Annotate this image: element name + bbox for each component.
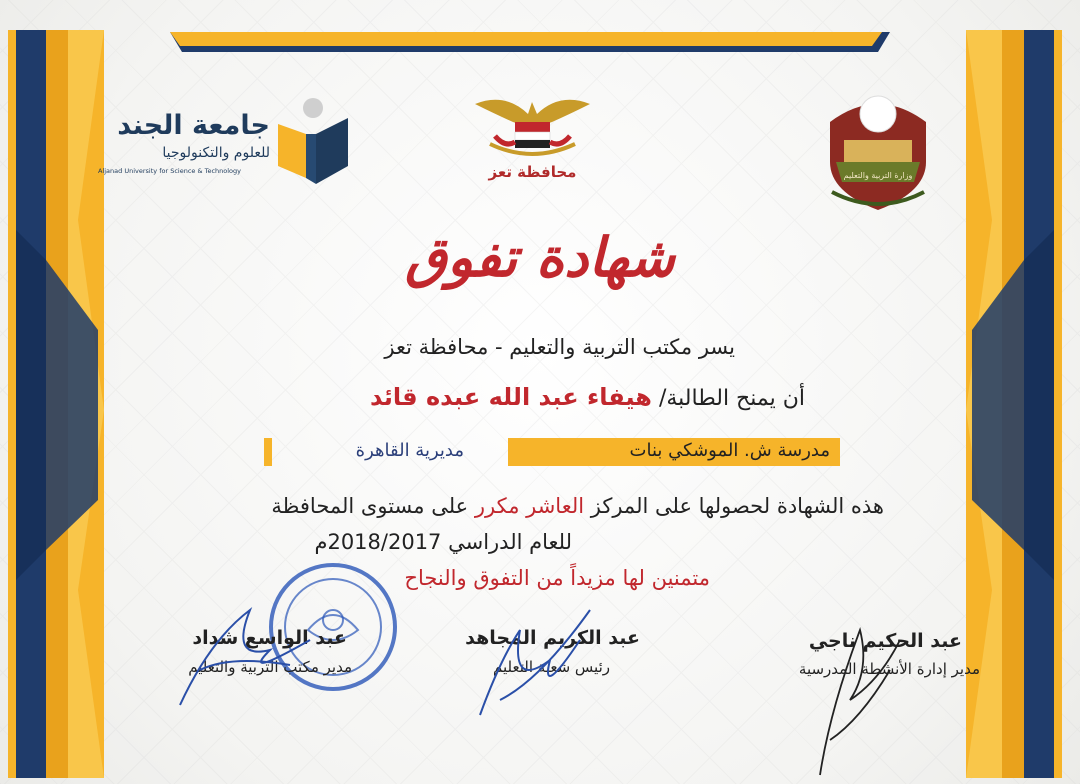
ministry-emblem-text: وزارة التربية والتعليم bbox=[843, 171, 913, 180]
achievement-part2: على مستوى المحافظة bbox=[271, 494, 469, 518]
rank-text: العاشر مكرر bbox=[474, 494, 585, 518]
left-ribbon bbox=[8, 30, 104, 778]
right-ribbon bbox=[966, 30, 1062, 778]
signature-3-scribble bbox=[800, 610, 910, 780]
university-subtitle: للعلوم والتكنولوجيا bbox=[162, 145, 270, 161]
achievement-part1: هذه الشهادة لحصولها على المركز bbox=[590, 494, 884, 518]
achievement-line bbox=[271, 494, 884, 518]
signatory-1-title: مدير مكتب التربية والتعليم bbox=[188, 658, 352, 676]
grant-line bbox=[370, 383, 805, 411]
directorate-marker bbox=[264, 438, 272, 466]
wish-line: متمنين لها مزيداً من التفوق والنجاح bbox=[404, 566, 710, 590]
signatory-3-name: عبد الحكيم ناجي bbox=[808, 630, 962, 652]
top-ribbon bbox=[170, 32, 890, 52]
university-name: جامعة الجند bbox=[117, 110, 270, 141]
signatory-1-name: عبد الواسع شداد bbox=[192, 627, 347, 649]
signature-1-scribble bbox=[170, 600, 320, 710]
academic-year-line: للعام الدراسي 2018/2017م bbox=[314, 530, 572, 554]
school-name: مدرسة ش. الموشكي بنات bbox=[629, 440, 830, 461]
grant-prefix: أن يمنح الطالبة/ bbox=[658, 386, 805, 411]
ministry-emblem-icon bbox=[822, 92, 934, 214]
student-name: هيفاء عبد الله عبده قائد bbox=[370, 383, 652, 411]
certificate-title: شهادة تفوق bbox=[405, 225, 675, 289]
intro-line: يسر مكتب التربية والتعليم - محافظة تعز bbox=[384, 335, 735, 359]
signatory-2-name: عبد الكريم المجاهد bbox=[465, 627, 640, 649]
aljanad-logo-icon bbox=[274, 96, 352, 188]
signatory-3-title: مدير إدارة الأنشطة المدرسية bbox=[798, 660, 980, 678]
signatory-2-title: رئيس شعبة التعليم bbox=[493, 658, 610, 676]
eagle-emblem-icon bbox=[470, 92, 595, 162]
signature-2-scribble bbox=[460, 600, 600, 720]
governorate-label: محافظة تعز bbox=[488, 163, 577, 181]
directorate-name: مديرية القاهرة bbox=[355, 440, 464, 461]
university-name-en: Aljanad University for Science & Technology bbox=[98, 167, 242, 175]
